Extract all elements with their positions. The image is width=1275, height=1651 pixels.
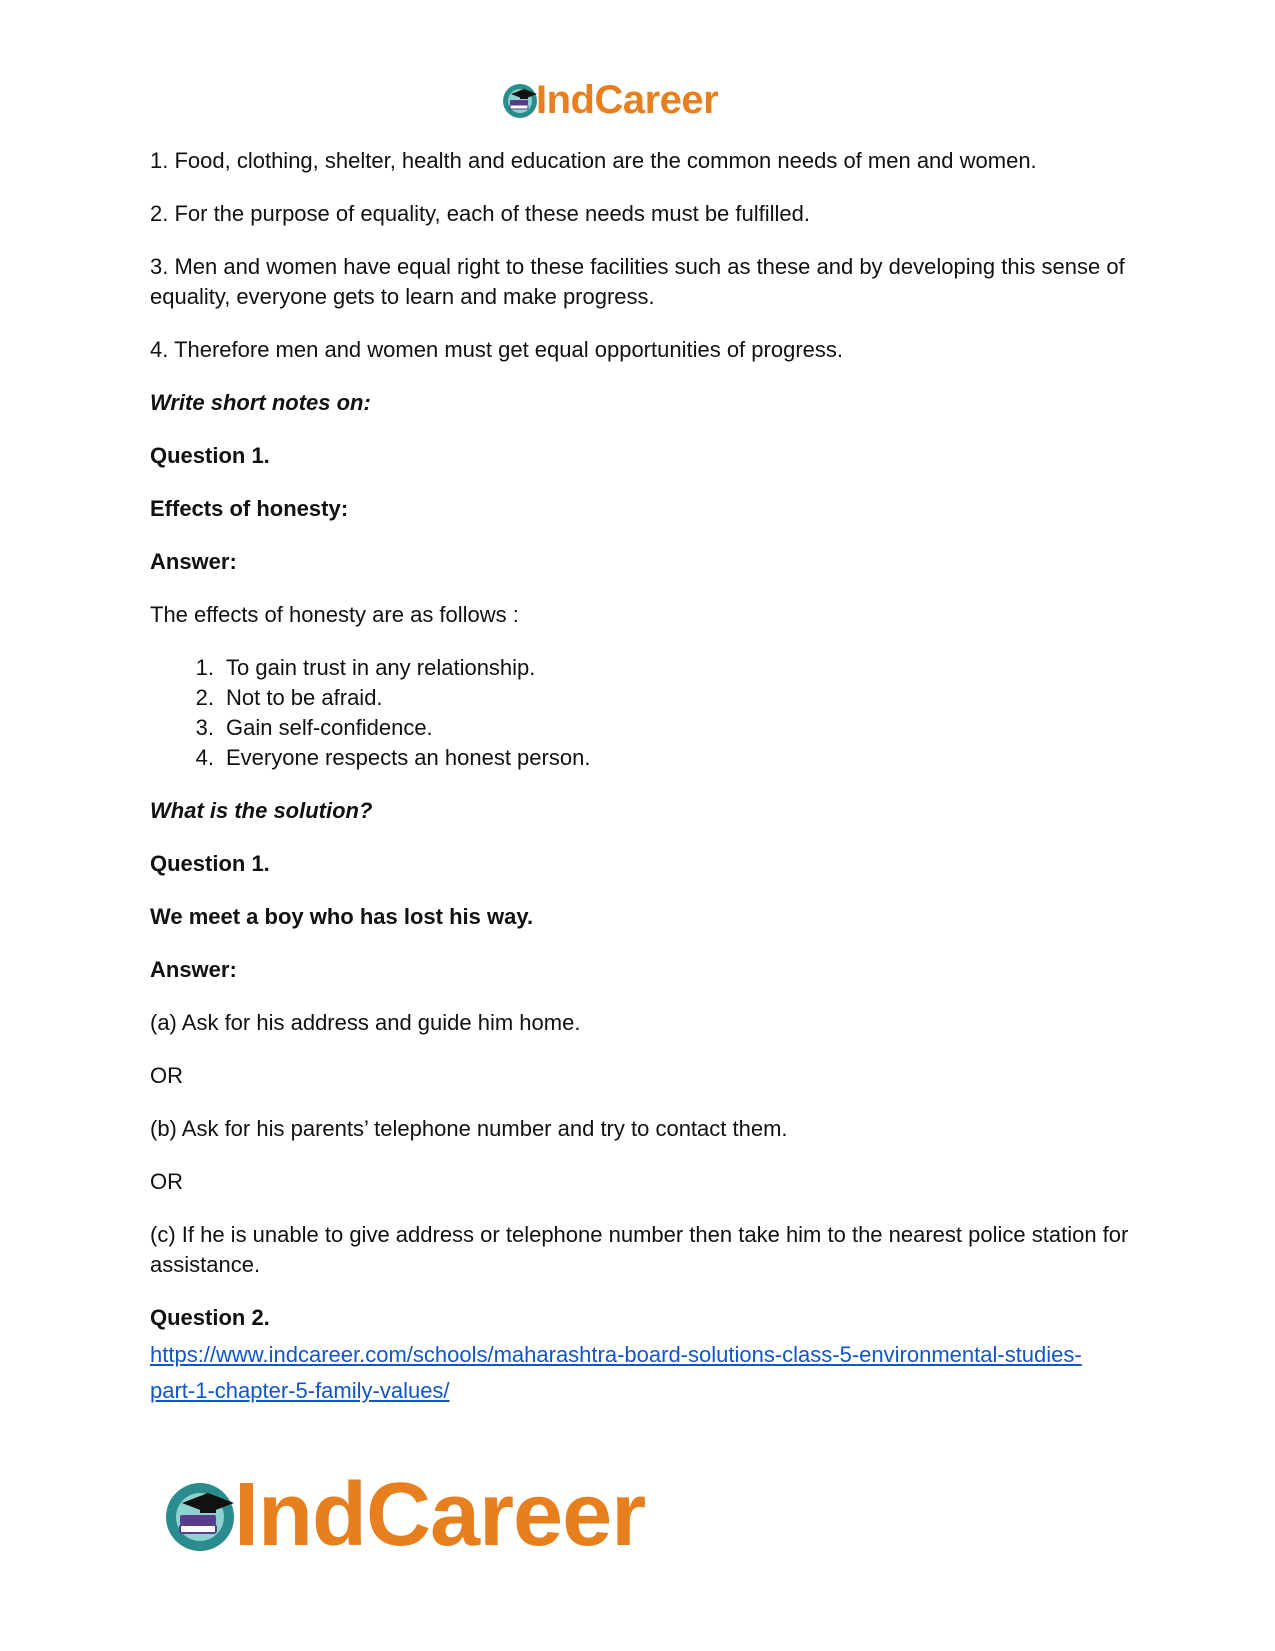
or-separator: OR — [150, 1063, 183, 1088]
section-heading-short-notes: Write short notes on: — [150, 390, 371, 415]
list-item — [150, 743, 1130, 773]
footer-logo — [160, 1465, 646, 1565]
question-label: Question 1. — [150, 851, 270, 876]
question-topic: Effects of honesty: — [150, 496, 349, 521]
list-item-text: Everyone respects an honest person. — [226, 745, 591, 770]
question-2-label: Question 2. — [150, 1305, 270, 1330]
globe-book-icon — [160, 1475, 240, 1555]
section-heading-solution: What is the solution? — [150, 798, 373, 823]
list-item-text: Gain self-confidence. — [226, 715, 433, 740]
list-item-number: 4. — [195, 745, 214, 770]
list-item-number: 1. — [195, 655, 214, 680]
header-logo — [500, 80, 718, 120]
document-body — [150, 146, 1130, 1409]
answer-option-b: (b) Ask for his parents’ telephone number and try to contact them. — [150, 1116, 788, 1141]
question-label: Question 1. — [150, 443, 270, 468]
point-4: 4. Therefore men and women must get equal opportunities of progress. — [150, 337, 843, 362]
list-item-text: Not to be afraid. — [226, 685, 383, 710]
source-link[interactable] — [150, 1337, 1130, 1409]
globe-book-icon — [500, 80, 540, 120]
logo-text: IndCareer — [536, 78, 719, 122]
list-item — [150, 683, 1130, 713]
or-separator: OR — [150, 1169, 183, 1194]
source-link-line-1: https://www.indcareer.com/schools/maharashtra-board-solutions-class-5-environmental-studies- — [150, 1342, 1082, 1367]
list-item-number: 3. — [195, 715, 214, 740]
answer-intro: The effects of honesty are as follows : — [150, 602, 519, 627]
effects-list — [150, 653, 1130, 773]
source-link-line-2: part-1-chapter-5-family-values/ — [150, 1378, 450, 1403]
point-3: 3. Men and women have equal right to these facilities such as these and by developing this sense of equality, everyone gets to learn and make progress. — [150, 254, 1125, 309]
list-item-text: To gain trust in any relationship. — [226, 655, 536, 680]
question-topic: We meet a boy who has lost his way. — [150, 904, 534, 929]
answer-option-c: (c) If he is unable to give address or telephone number then take him to the nearest police station for assistance. — [150, 1222, 1129, 1277]
logo-text: IndCareer — [234, 1465, 646, 1565]
point-2: 2. For the purpose of equality, each of these needs must be fulfilled. — [150, 201, 810, 226]
list-item-number: 2. — [195, 685, 214, 710]
point-1: 1. Food, clothing, shelter, health and education are the common needs of men and women. — [150, 148, 1037, 173]
list-item — [150, 653, 1130, 683]
list-item — [150, 713, 1130, 743]
answer-option-a: (a) Ask for his address and guide him home. — [150, 1010, 581, 1035]
answer-label: Answer: — [150, 549, 237, 574]
answer-label: Answer: — [150, 957, 237, 982]
